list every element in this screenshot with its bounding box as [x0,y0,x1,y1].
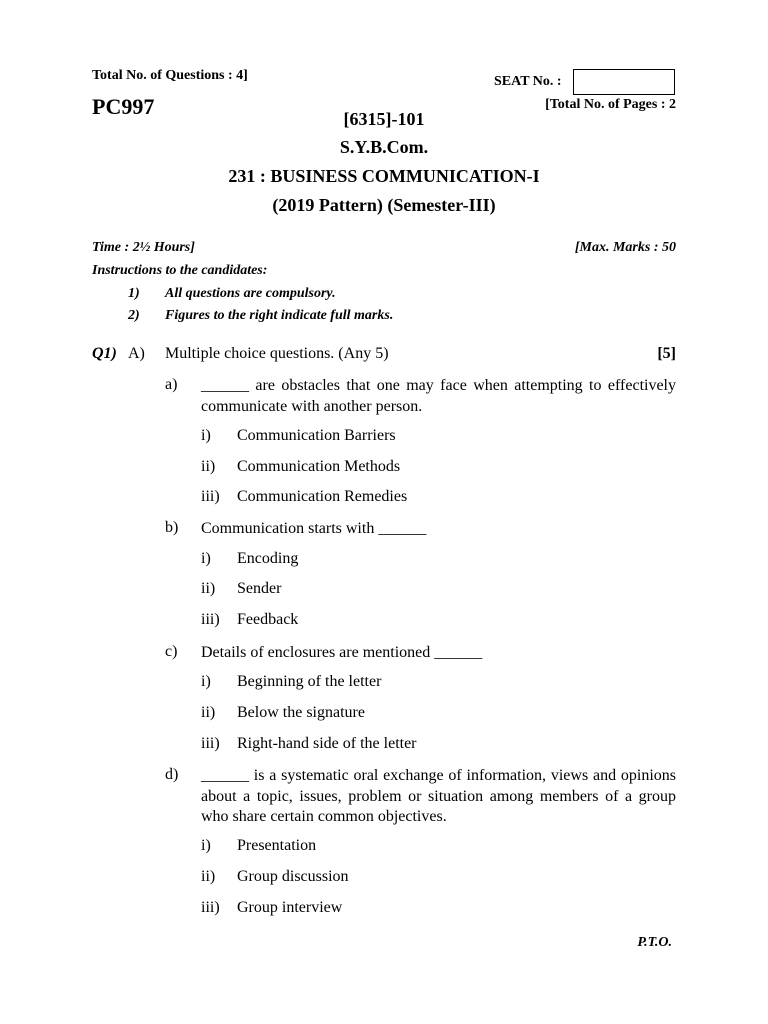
option-text: Communication Barriers [237,427,396,444]
option-text: Encoding [237,550,299,567]
option-number: i) [201,673,211,690]
option-number: iii) [201,488,220,505]
instruction-text: All questions are compulsory. [165,286,336,301]
option-text: Group interview [237,899,343,916]
subject-title: 231 : BUSINESS COMMUNICATION-I [228,166,540,186]
paper-code-id: PC997 [92,94,155,119]
exam-time: Time : 2½ Hours] [92,240,195,255]
pattern-semester: (2019 Pattern) (Semester-III) [272,195,496,215]
instruction-number: 1) [128,286,140,301]
question-marks: [5] [657,345,676,362]
course-name: S.Y.B.Com. [339,137,429,157]
paper-number: [6315]-101 [343,109,425,129]
question-part: A) [128,345,145,362]
option-number: iii) [201,899,220,916]
option-text: Presentation [237,837,317,854]
option-number: ii) [201,580,216,597]
option-number: iii) [201,735,220,752]
option-number: ii) [201,704,216,721]
option-number: i) [201,427,211,444]
item-question: Communication starts with ______ [201,520,427,537]
please-turn-over: P.T.O. [637,935,672,950]
option-number: ii) [201,868,216,885]
item-question: ______ is a systematic oral exchange of information, views and opinions about a topic, issues, problem or situation among members of a group who share certain common objectives. [201,767,676,825]
option-text: Group discussion [237,868,349,885]
option-number: ii) [201,458,216,475]
item-question: Details of enclosures are mentioned ______ [201,644,483,661]
question-title: Multiple choice questions. (Any 5) [165,345,389,362]
instructions-title: Instructions to the candidates: [92,263,268,278]
option-text: Below the signature [237,704,365,721]
instruction-number: 2) [128,308,140,323]
item-letter: a) [165,376,178,393]
option-text: Beginning of the letter [237,673,382,690]
option-number: iii) [201,611,220,628]
max-marks: [Max. Marks : 50 [574,240,676,255]
total-pages: [Total No. of Pages : 2 [545,97,676,112]
instruction-text: Figures to the right indicate full marks. [165,308,394,323]
seat-number-label: SEAT No. : [494,74,562,89]
option-text: Communication Remedies [237,488,408,505]
option-text: Sender [237,580,282,597]
seat-number-box[interactable] [573,69,675,95]
item-letter: d) [165,766,179,783]
item-letter: c) [165,643,178,660]
option-number: i) [201,837,211,854]
item-letter: b) [165,519,179,536]
question-number: Q1) [92,345,117,362]
item-question: ______ are obstacles that one may face when attempting to effectively communicate with another person. [201,377,676,415]
option-text: Communication Methods [237,458,401,475]
total-questions: Total No. of Questions : 4] [92,68,248,83]
option-number: i) [201,550,211,567]
option-text: Right-hand side of the letter [237,735,417,752]
option-text: Feedback [237,611,299,628]
